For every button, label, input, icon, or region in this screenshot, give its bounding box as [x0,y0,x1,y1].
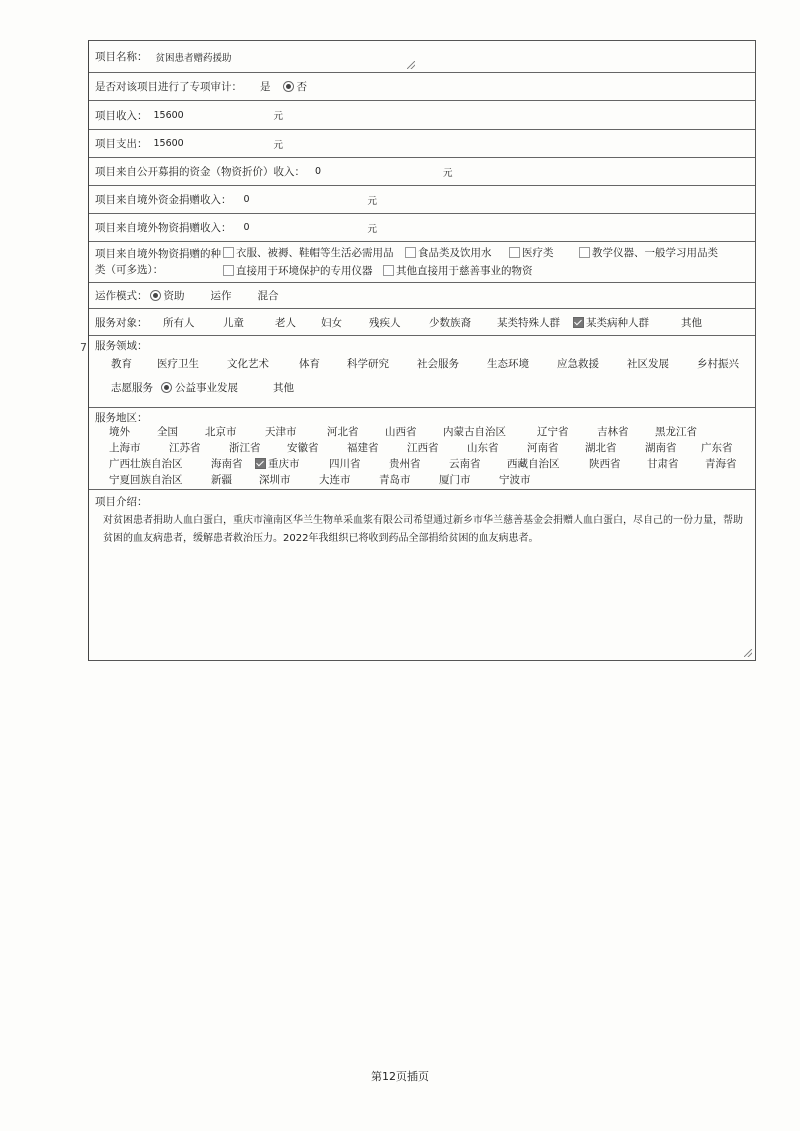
region-option[interactable]: 内蒙古自治区 [443,426,506,438]
service-field-option[interactable]: 科学研究 [347,358,389,370]
audit-row [89,73,755,101]
service-field-option[interactable]: 应急救援 [557,358,599,370]
foreign-goods-unit: 元 [367,223,378,235]
region-option[interactable]: 河北省 [327,426,359,438]
income-row [89,101,755,130]
checkbox-icon[interactable] [579,247,590,258]
foreign-funds-unit: 元 [367,195,378,207]
foreign-goods-value[interactable]: 0 [243,222,250,233]
public-funds-row [89,158,755,186]
resize-handle-icon[interactable] [744,649,752,657]
region-option[interactable]: 厦门市 [439,474,471,486]
region-option[interactable]: 浙江省 [229,442,261,454]
project-name-value[interactable]: 贫困患者赠药援助 [155,52,232,64]
service-field-option[interactable]: 生态环境 [487,358,529,370]
service-regions-row [89,408,755,490]
checkbox-checked-icon[interactable] [255,458,266,469]
region-option[interactable]: 广西壮族自治区 [109,458,183,470]
region-option[interactable]: 吉林省 [597,426,629,438]
region-option[interactable]: 海南省 [211,458,243,470]
service-fields-label: 服务领域： [95,340,148,352]
region-option[interactable]: 青岛市 [379,474,411,486]
goods-type-option[interactable]: 食品类及饮用水 [405,245,492,260]
service-field-option[interactable]: 志愿服务 [111,382,153,394]
service-field-option[interactable]: 教育 [111,358,132,370]
goods-type-option[interactable]: 直接用于环境保护的专用仪器 [223,263,373,278]
goods-types-row [89,242,755,283]
service-fields-row [89,336,755,408]
region-option[interactable]: 河南省 [527,442,559,454]
foreign-funds-value[interactable]: 0 [243,194,250,205]
foreign-funds-row [89,186,755,214]
service-target-option[interactable]: 残疾人 [369,317,401,329]
region-option[interactable]: 福建省 [347,442,379,454]
region-option[interactable]: 全国 [157,426,178,438]
public-funds-label: 项目来自公开募捐的资金（物资折价）收入： [95,166,305,178]
goods-type-option[interactable]: 衣服、被褥、鞋帽等生活必需用品 [223,245,394,260]
region-option[interactable]: 贵州省 [389,458,421,470]
region-option[interactable]: 安徽省 [287,442,319,454]
operation-mode-row [89,283,755,309]
income-label: 项目收入： [95,109,148,122]
radio-selected-icon[interactable] [161,382,172,393]
radio-selected-icon[interactable] [150,290,161,301]
income-unit: 元 [273,111,284,122]
region-option[interactable]: 上海市 [109,442,141,454]
checkbox-icon[interactable] [223,265,234,276]
service-field-option[interactable]: 公益事业发展 [161,380,238,395]
region-option[interactable]: 天津市 [265,426,297,438]
public-funds-unit: 元 [443,167,453,179]
checkbox-icon[interactable] [405,247,416,258]
region-option[interactable]: 宁夏回族自治区 [109,474,183,486]
region-option[interactable]: 山东省 [467,442,499,454]
checkbox-icon[interactable] [509,247,520,258]
resize-handle-icon[interactable] [407,61,415,69]
service-targets-row [89,309,755,336]
page-footer: 第12页插页 [371,1070,429,1083]
radio-selected-icon[interactable] [283,81,294,92]
intro-text[interactable]: 对贫困患者捐助人血白蛋白，重庆市潼南区华兰生物单采血浆有限公司希望通过新乡市华兰慈善基金会捐赠人血白蛋白，尽自己的一份力量，帮助贫困的血友病患者，缓解患者救治压力。2022年我组织已将收到药品全部捐给贫困的血友病患者。 [103,515,743,544]
region-option[interactable]: 大连市 [319,474,351,486]
expense-unit: 元 [273,139,284,151]
foreign-funds-label: 项目来自境外资金捐赠收入： [95,194,232,206]
service-field-option[interactable]: 文化艺术 [227,358,269,370]
region-option[interactable]: 四川省 [329,458,361,470]
service-target-option[interactable]: 妇女 [321,317,342,329]
project-name-label: 项目名称： [95,51,148,63]
region-option[interactable]: 境外 [109,426,130,438]
operation-mode-option[interactable]: 资助 [150,288,185,303]
audit-yes-option[interactable]: 是 [260,81,271,93]
region-option[interactable]: 重庆市 [255,456,300,471]
checkbox-icon[interactable] [223,247,234,258]
income-value[interactable]: 15600 [153,109,184,121]
intro-row [89,490,755,660]
service-field-option[interactable]: 社会服务 [417,358,459,370]
expense-value[interactable]: 15600 [153,138,184,149]
region-option[interactable]: 深圳市 [259,474,291,486]
service-target-option[interactable]: 其他 [681,317,702,329]
service-target-option[interactable]: 某类特殊人群 [497,317,560,329]
audit-label: 是否对该项目进行了专项审计： [95,81,242,93]
operation-mode-label: 运作模式： [95,290,148,302]
region-option[interactable]: 西藏自治区 [507,458,560,470]
goods-types-label-line1: 项目来自境外物资捐赠的种 [95,248,221,260]
intro-label: 项目介绍： [95,496,148,508]
project-form [88,40,756,661]
service-field-option[interactable]: 社区发展 [627,358,669,370]
region-option[interactable]: 宁波市 [499,474,531,486]
service-target-option[interactable]: 某类病种人群 [573,315,649,330]
region-option[interactable]: 云南省 [449,458,481,470]
region-option[interactable]: 北京市 [205,426,237,438]
region-option[interactable]: 江西省 [407,442,439,454]
operation-mode-option[interactable]: 混合 [257,290,279,302]
checkbox-icon[interactable] [383,265,394,276]
region-option[interactable]: 青海省 [705,458,737,470]
service-field-option[interactable]: 乡村振兴 [697,358,739,370]
service-target-option[interactable]: 儿童 [223,317,244,329]
region-option[interactable]: 广东省 [701,442,733,454]
region-option[interactable]: 新疆 [211,474,232,486]
expense-label: 项目支出： [95,138,148,150]
region-option[interactable]: 黑龙江省 [655,426,697,438]
region-option[interactable]: 甘肃省 [647,458,679,470]
goods-type-option[interactable]: 医疗类 [509,245,554,260]
project-name-row [89,41,755,73]
foreign-goods-label: 项目来自境外物资捐赠收入： [95,222,232,234]
service-targets-label: 服务对象： [95,317,148,329]
service-target-option[interactable]: 所有人 [163,317,195,329]
region-option[interactable]: 湖北省 [585,442,617,454]
checkbox-checked-icon[interactable] [573,317,584,328]
side-number: 7 [80,341,87,354]
foreign-goods-row [89,214,755,242]
service-target-option[interactable]: 老人 [275,317,296,329]
service-regions-label: 服务地区： [95,412,148,424]
region-option[interactable]: 山西省 [385,426,417,438]
service-field-option[interactable]: 体育 [299,358,320,370]
region-option[interactable]: 陕西省 [589,458,621,470]
region-option[interactable]: 辽宁省 [537,426,569,438]
audit-no-option[interactable]: 否 [283,79,308,94]
goods-type-option[interactable]: 教学仪器、一般学习用品类 [579,245,718,260]
operation-mode-option[interactable]: 运作 [210,290,232,302]
expense-row [89,130,755,158]
goods-type-option[interactable]: 其他直接用于慈善事业的物资 [383,263,533,278]
service-field-option[interactable]: 其他 [273,382,294,394]
goods-types-label-line2: 类（可多选）： [95,264,164,276]
public-funds-value[interactable]: 0 [315,166,322,177]
region-option[interactable]: 江苏省 [169,442,201,454]
service-field-option[interactable]: 医疗卫生 [157,358,199,370]
service-target-option[interactable]: 少数族裔 [429,317,471,329]
region-option[interactable]: 湖南省 [645,442,677,454]
